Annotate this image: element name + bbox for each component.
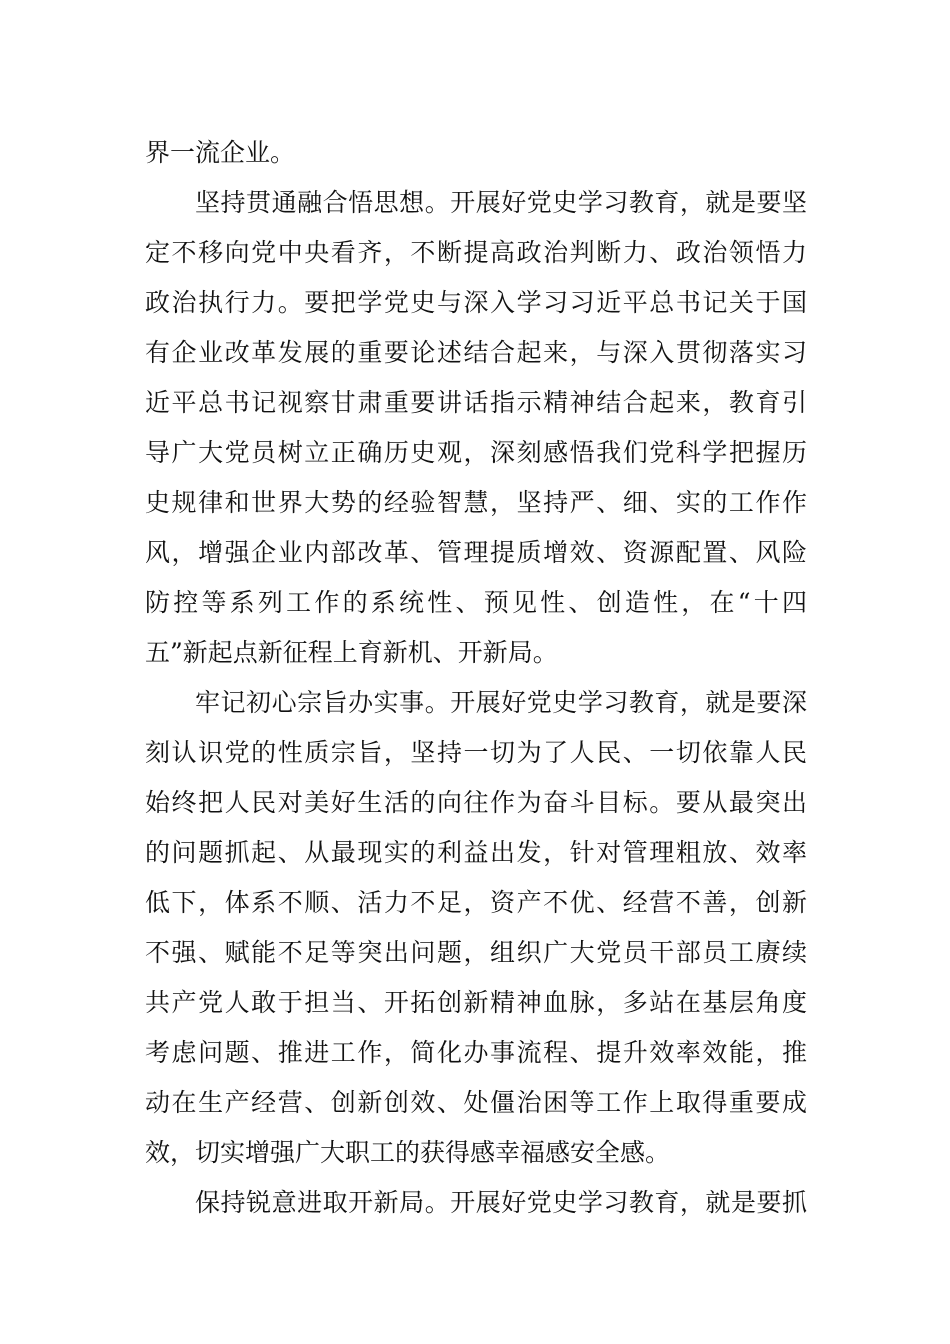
text-line: 考虑问题、推进工作，简化办事流程、提升效率效能，推 xyxy=(145,1038,807,1067)
paragraph-start-line: 牢记初心宗旨办实事。开展好党史学习教育，就是要深 xyxy=(195,688,807,717)
text-line: 效，切实增强广大职工的获得感幸福感安全感。 xyxy=(145,1138,671,1167)
text-line: 有企业改革发展的重要论述结合起来，与深入贯彻落实习 xyxy=(145,338,807,367)
text-line: 低下，体系不顺、活力不足，资产不优、经营不善，创新 xyxy=(145,888,807,917)
text-line: 防控等系列工作的系统性、预见性、创造性，在“十四 xyxy=(145,588,807,617)
text-line: 界一流企业。 xyxy=(145,138,296,167)
text-line: 刻认识党的性质宗旨，坚持一切为了人民、一切依靠人民 xyxy=(145,738,807,767)
text-line: 的问题抓起、从最现实的利益出发，针对管理粗放、效率 xyxy=(145,838,807,867)
text-line: 史规律和世界大势的经验智慧，坚持严、细、实的工作作 xyxy=(145,488,807,517)
text-line: 风，增强企业内部改革、管理提质增效、资源配置、风险 xyxy=(145,538,807,567)
text-line: 定不移向党中央看齐，不断提高政治判断力、政治领悟力 xyxy=(145,238,807,267)
paragraph-start-line: 坚持贯通融合悟思想。开展好党史学习教育，就是要坚 xyxy=(195,188,807,217)
text-line: 始终把人民对美好生活的向往作为奋斗目标。要从最突出 xyxy=(145,788,807,817)
text-line: 动在生产经营、创新创效、处僵治困等工作上取得重要成 xyxy=(145,1088,807,1117)
text-line: 五”新起点新征程上育新机、开新局。 xyxy=(145,638,558,667)
document-body xyxy=(145,128,807,1228)
text-line: 导广大党员树立正确历史观，深刻感悟我们党科学把握历 xyxy=(145,438,807,467)
text-line: 近平总书记视察甘肃重要讲话指示精神结合起来，教育引 xyxy=(145,388,807,417)
text-line: 共产党人敢于担当、开拓创新精神血脉，多站在基层角度 xyxy=(145,988,807,1017)
paragraph-start-line: 保持锐意进取开新局。开展好党史学习教育，就是要抓 xyxy=(195,1188,807,1217)
text-line: 政治执行力。要把学党史与深入学习习近平总书记关于国 xyxy=(145,288,807,317)
text-line: 不强、赋能不足等突出问题，组织广大党员干部员工赓续 xyxy=(145,938,807,967)
